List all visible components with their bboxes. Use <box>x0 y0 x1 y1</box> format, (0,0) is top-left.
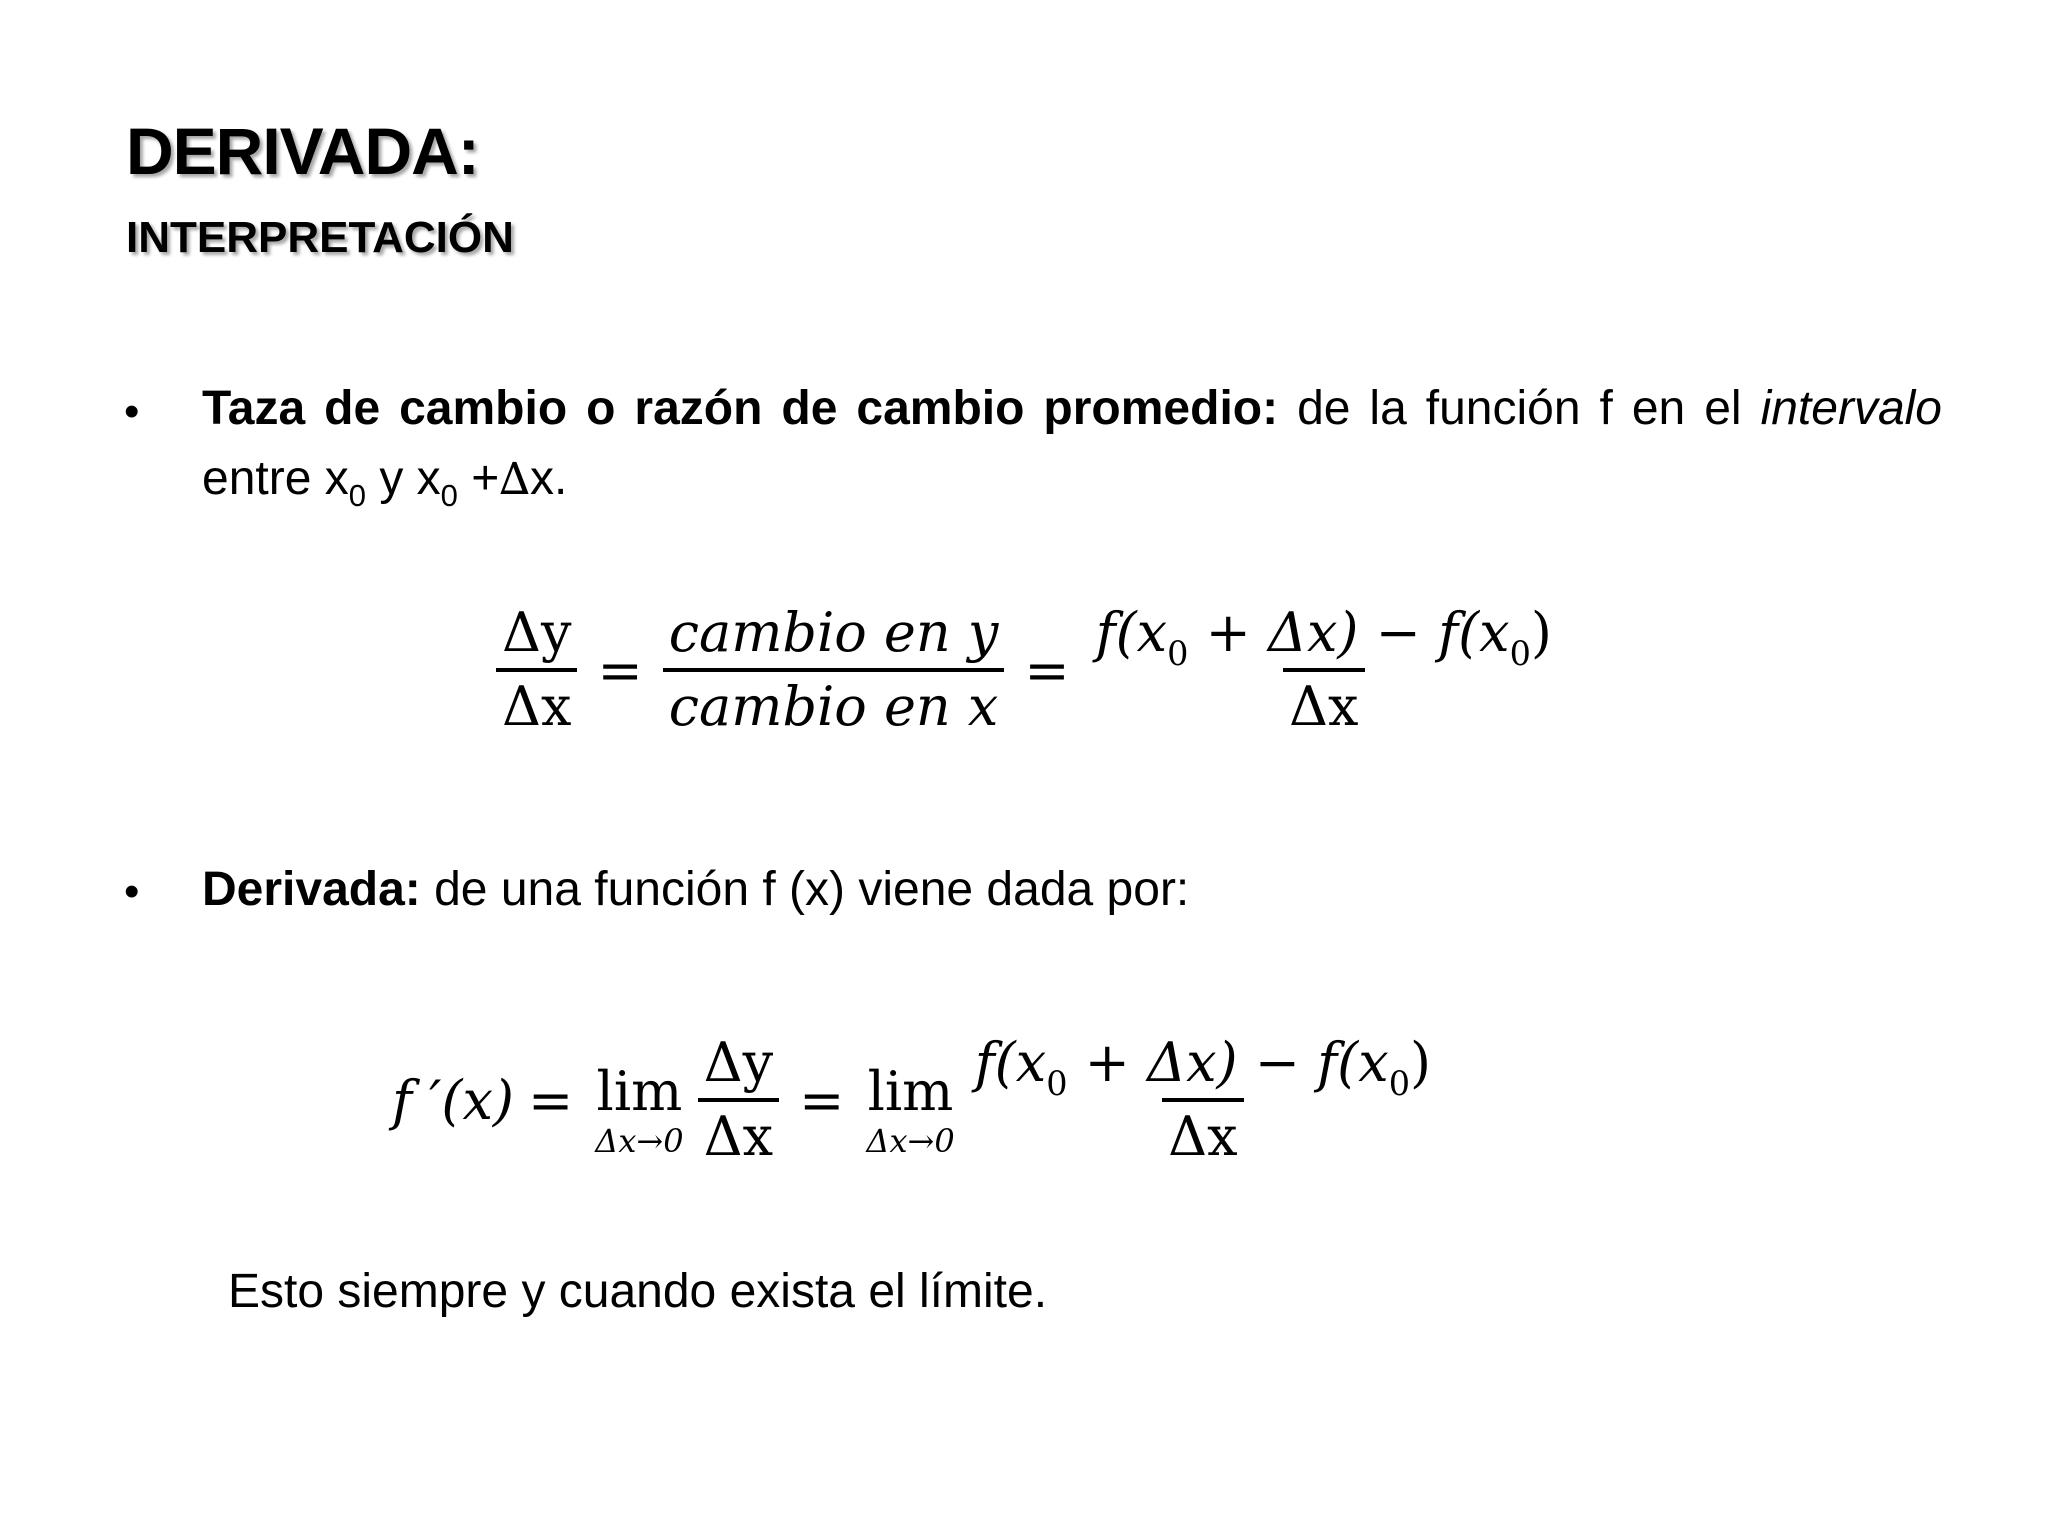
bullet-marker-1: • <box>124 387 140 436</box>
formula-average-rate <box>490 602 1564 738</box>
denominator: Δx <box>1283 668 1364 738</box>
bullet-text-derivative <box>202 855 1942 925</box>
bold-term-derivada: Derivada: <box>202 863 421 916</box>
fraction-delta-y-over-delta-x <box>698 1032 780 1168</box>
equals-sign: = <box>799 1068 845 1132</box>
numerator: $f(x_0 + \Delta x) - f(x_0)$ <box>1095 601 1552 673</box>
subscript-zero: 0 <box>440 478 458 513</box>
text-y: y x <box>366 452 441 505</box>
numerator: Δy <box>703 1031 774 1094</box>
limit-operator <box>595 1059 684 1164</box>
formula-derivative-limit <box>392 1032 1443 1168</box>
fraction-difference-quotient <box>1090 602 1558 738</box>
denominator: Δx <box>496 668 577 738</box>
lim-subscript: Δx→0 <box>595 1121 684 1160</box>
numerator: Δy <box>502 601 572 664</box>
text-end: x. <box>530 452 568 505</box>
slide-subtitle: INTERPRETACIÓN <box>126 213 514 262</box>
equals-sign: = <box>528 1068 574 1132</box>
limit-condition-note: Esto siempre y cuando exista el límite. <box>228 1265 1048 1318</box>
text-derivative-definition: de una función f (x) viene dada por: <box>420 863 1190 916</box>
numerator: cambio en y <box>668 601 999 664</box>
f-prime-of-x: f ′(x) <box>392 1068 515 1132</box>
lim-word: lim <box>596 1059 683 1123</box>
denominator: Δx <box>1162 1098 1243 1168</box>
fraction-delta-y-over-delta-x <box>496 602 578 738</box>
fraction-difference-quotient <box>969 1032 1437 1168</box>
text-after-term: de la función f en el <box>1278 382 1742 435</box>
denominator: Δx <box>698 1098 779 1168</box>
numerator: $f(x_0 + \Delta x) - f(x_0)$ <box>974 1031 1432 1103</box>
subscript-zero: 0 <box>348 478 366 513</box>
delta-symbol: ∆ <box>499 454 531 505</box>
equals-sign: = <box>597 638 643 702</box>
equals-sign: = <box>1024 638 1070 702</box>
italic-intervalo: intervalo <box>1760 382 1942 435</box>
bullet-text-rate-of-change <box>202 374 1942 519</box>
fraction-change-ratio <box>663 602 1005 738</box>
limit-operator <box>866 1059 955 1164</box>
lim-subscript: Δx→0 <box>866 1121 955 1160</box>
denominator: cambio en x <box>663 668 1005 738</box>
bullet-marker-2: • <box>124 867 140 916</box>
text-entre: entre x <box>202 452 349 505</box>
lim-word: lim <box>867 1059 954 1123</box>
bold-term-rate-of-change: Taza de cambio o razón de cambio promedio: <box>202 382 1279 435</box>
slide-title: DERIVADA: <box>126 114 479 188</box>
text-plus: + <box>457 452 500 505</box>
